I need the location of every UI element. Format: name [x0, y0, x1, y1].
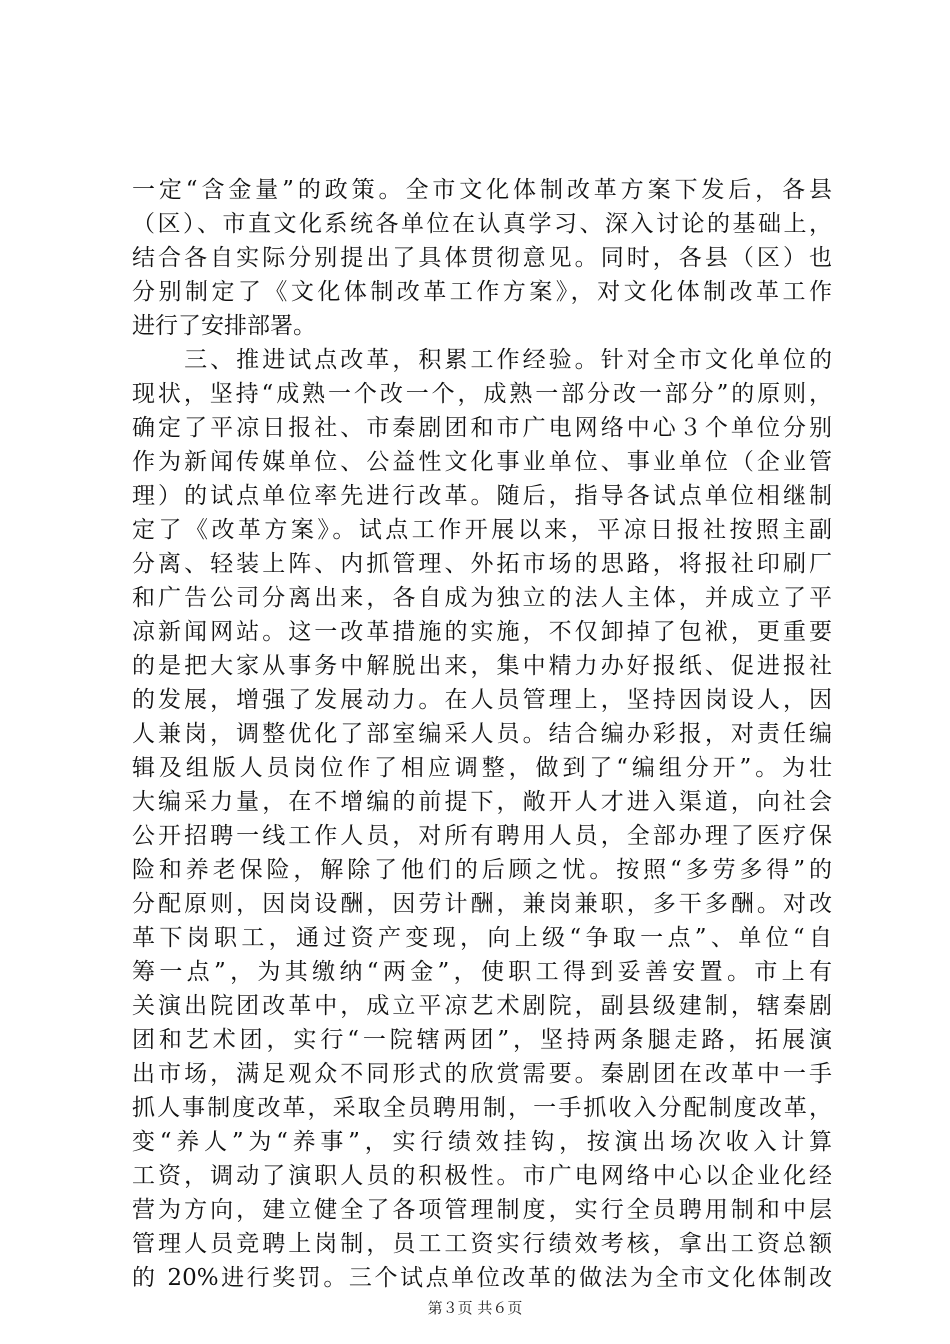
body-text-line: 抓人事制度改革，采取全员聘用制，一手抓收入分配制度改革，	[132, 1095, 832, 1121]
body-text-line: 的 20%进行奖罚。三个试点单位改革的做法为全市文化体制改	[132, 1265, 832, 1291]
body-text-line: 结合各自实际分别提出了具体贯彻意见。同时，各县（区）也	[132, 245, 832, 271]
body-text-line: 团和艺术团，实行“一院辖两团”，坚持两条腿走路，拓展演	[132, 1027, 832, 1053]
body-text-line: 出市场，满足观众不同形式的欣赏需要。秦剧团在改革中一手	[132, 1061, 832, 1087]
body-text-line: 三、推进试点改革，积累工作经验。针对全市文化单位的	[132, 347, 832, 373]
body-text-line: 公开招聘一线工作人员，对所有聘用人员，全部办理了医疗保	[132, 823, 832, 849]
body-text-line: 进行了安排部署。	[132, 313, 316, 339]
body-text-line: 分别制定了《文化体制改革工作方案》，对文化体制改革工作	[132, 279, 832, 305]
body-text-line: 确定了平凉日报社、市秦剧团和市广电网络中心３个单位分别	[132, 415, 832, 441]
body-text-line: 理）的试点单位率先进行改革。随后，指导各试点单位相继制	[132, 483, 832, 509]
body-text-line: 人兼岗，调整优化了部室编采人员。结合编办彩报，对责任编	[132, 721, 832, 747]
body-text-line: 变“养人”为“养事”，实行绩效挂钩，按演出场次收入计算	[132, 1129, 832, 1155]
body-text-line: 管理人员竞聘上岗制，员工工资实行绩效考核，拿出工资总额	[132, 1231, 832, 1257]
body-text-line: 作为新闻传媒单位、公益性文化事业单位、事业单位（企业管	[132, 449, 832, 475]
body-text-line: 和广告公司分离出来，各自成为独立的法人主体，并成立了平	[132, 585, 832, 611]
body-text-line: 工资，调动了演职人员的积极性。市广电网络中心以企业化经	[132, 1163, 832, 1189]
body-text-line: 一定“含金量”的政策。全市文化体制改革方案下发后，各县	[132, 177, 832, 203]
body-text-line: 辑及组版人员岗位作了相应调整，做到了“编组分开”。为壮	[132, 755, 832, 781]
body-text-line: （区）、市直文化系统各单位在认真学习、深入讨论的基础上，	[132, 211, 832, 237]
body-text-line: 现状，坚持“成熟一个改一个，成熟一部分改一部分”的原则，	[132, 381, 832, 407]
body-text-line: 定了《改革方案》。试点工作开展以来，平凉日报社按照主副	[132, 517, 832, 543]
body-text-line: 大编采力量，在不增编的前提下，敞开人才进入渠道，向社会	[132, 789, 832, 815]
body-text-line: 营为方向，建立健全了各项管理制度，实行全员聘用制和中层	[132, 1197, 832, 1223]
body-text-line: 险和养老保险，解除了他们的后顾之忧。按照“多劳多得”的	[132, 857, 832, 883]
body-text-line: 革下岗职工，通过资产变现，向上级“争取一点”、单位“自	[132, 925, 832, 951]
body-text-line: 分配原则，因岗设酬，因劳计酬，兼岗兼职，多干多酬。对改	[132, 891, 832, 917]
body-text-line: 凉新闻网站。这一改革措施的实施，不仅卸掉了包袱，更重要	[132, 619, 832, 645]
body-text-line: 的发展，增强了发展动力。在人员管理上，坚持因岗设人，因	[132, 687, 832, 713]
body-text-line: 的是把大家从事务中解脱出来，集中精力办好报纸、促进报社	[132, 653, 832, 679]
body-text-line: 筹一点”，为其缴纳“两金”，使职工得到妥善安置。市上有	[132, 959, 832, 985]
document-body	[132, 173, 832, 1295]
body-text-line: 分离、轻装上阵、内抓管理、外拓市场的思路，将报社印刷厂	[132, 551, 832, 577]
body-text-line: 关演出院团改革中，成立平凉艺术剧院，副县级建制，辖秦剧	[132, 993, 832, 1019]
page-number-footer: 第３页 共６页	[427, 1299, 523, 1317]
